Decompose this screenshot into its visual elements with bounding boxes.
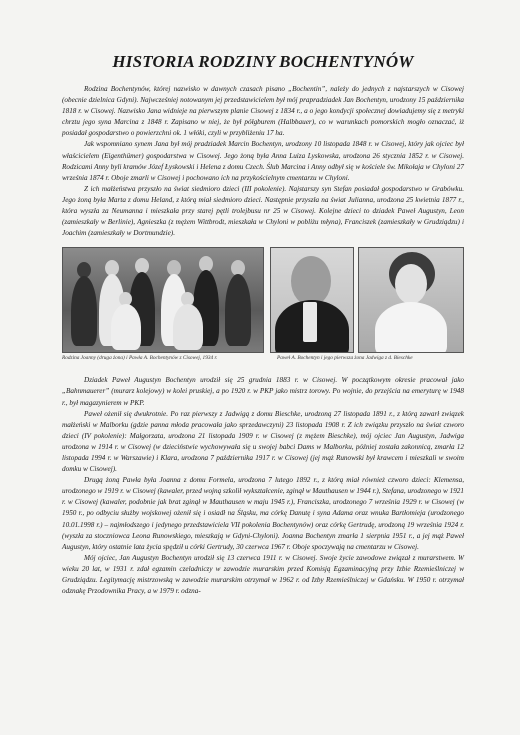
paragraph-pawel: Dziadek Paweł Augustyn Bochentyn urodził się 25 grudnia 1883 r. w Cisowej. W początkowym okresie pracował jako „Bahnmauerer” (murarz kolejowy) w kolei pruskiej, a po 1920 r. w PKP jako mistrz torowy. Po wojnie, do przejścia na emeryturę w 1948 r., był magazynierem w PKP. <box>62 376 464 407</box>
document-title: HISTORIA RODZINY BOCHENTYNÓW <box>112 52 414 71</box>
paragraph-jan: Rodzina Bochentynów, której nazwisko w dawnych czasach pisano „Bochentin”, należy do jednych z najstarszych w Cisowej (obecnie dzielnica Gdyni). Najwcześniej notowanym jej przedstawicielem był mój prapradziadek Jan Bochentyn, urodzony 15 października 1818 r. w Cisowej. Nazwisko Jana widnieje na pierwszym planie Cisowej z 1834 r., a o jego kondycji społecznej dowiadujemy się z metryki chrztu jego syna Marcina z 1848 r. Zapisano w niej, że był półgburem (Halbbauer), co w warunkach pomorskich mogło oznaczać, iż posiadał gospodarstwo o powierzchni ok. 1 włóki, czyli w przybliżeniu 17 ha. <box>62 85 464 138</box>
paragraph-first-wife: Paweł ożenił się dwukrotnie. Po raz pierwszy z Jadwigą z domu Bieschke, urodzoną 27 listopada 1891 r., z którą zawarł związek małżeński w Malborku (gdzie panna młoda pracowała jako sprzedawczyni) 23 listopada 1908 r. Z ich związku przyszło na świat czworo dzieci (IV pokolenie): Małgorzata, urodzona 21 listopada 1909 r. w Cisowej (z mężem Bieschke), mój ojciec Jan Augustyn, Jadwiga urodzona w 1914 r. w Cisowej (w dzieciństwie wychowywała się u swojej babci Dams w Malborku, później została zakonnicą, zmarła 12 listopada 1994 r. w Warszawie) i Klara, urodzona 7 października 1917 r. w Cisowej (jej mąż Runowski był krawcem i mieszkali w swoim domku w Cisowej). <box>62 409 464 474</box>
family-photo <box>62 247 264 353</box>
man-portrait <box>270 247 354 353</box>
portraits-caption: Paweł A. Bochentyn i jego pierwsza żona Jadwiga z d. Bieschke <box>277 355 413 362</box>
paragraph-second-wife: Drugą żoną Pawła była Joanna z domu Formela, urodzona 7 lutego 1892 r., z którą miał również czworo dzieci: Klemensa, urodzonego w 1919 r. w Cisowej (kawaler, przed wojną szkolił wykształcenie, zginął w Mauthausen w 1944 r.), Stefana, urodzonego w 1921 r. w Cisowej (kawaler, podobnie jak brat zginął w Mauthausen w maju 1945 r.), Franciszka, urodzonego 7 września 1929 r. w Cisowej (w 1950 r., po odbyciu służby wojskowej ożenił się i osiadł na Śląsku, ma córkę Danutę i syna Adama oraz wnuka Bartłomieja (urodzonego 10.01.1998 r.) – najmłodszego i jedynego przedstawiciela VII pokolenia Bochentynów) oraz córkę Gertrudę, urodzoną 19 września 1924 r. (wyszła za stoczniowca Leona Runowskiego, mieszkają w Gdyni-Chyloni). Joanna Bochentyn zmarła 1 sierpnia 1951 r., a jej mąż Paweł Augustyn, który ostatnie lata życia spędził u córki Gertrudy, 30 czerwca 1967 r. Oboje spoczywają na cmentarzu w Cisowej. <box>62 476 464 551</box>
family-photo-caption: Rodzina Joanny (druga żona) i Pawła A. Bochentynów z Cisowej, 1934 r. <box>62 355 218 362</box>
paragraph-father: Mój ojciec, Jan Augustyn Bochentyn urodził się 13 czerwca 1911 r. w Cisowej. Swoje życie zawodowe związał z murarstwem. W wieku 20 lat, w 1931 r. zdał egzamin czeladniczy w zawodzie murarskim przed Komisją Egzaminacyjną przy Izbie Rzemieślniczej w Grudziądzu. Legitymację mistrzowską w zawodzie murarskim otrzymał w 1962 r. od Izby Rzemieślniczej w Gdańsku. W 1950 r. otrzymał odznakę Przodownika Pracy, a w 1979 r. odzna- <box>62 553 464 596</box>
woman-portrait <box>358 247 464 353</box>
photo-row <box>62 247 464 371</box>
paragraph-children: Z ich małżeństwa przyszło na świat siedmioro dzieci (III pokolenie). Najstarszy syn Stefan posiadał gospodarstwo w Grabówku. Jego żoną była Marta z domu Heland, z którą miał siedmioro dzieci. Następnie przyszła na świat Julianna, urodzona 25 kwietnia 1877 r., która wyszła za Neumanna i mieszkała przy starej pętli trolejbusu nr 25 w Cisowej. Kolejne dzieci to dziadek Paweł Augustyn, Leon (zamieszkały w Berlinie), Agnieszka (z mężem Wittbrodt, mieszkała w Chyloni w pobliżu młyna), Franciszek (zamieszkały w Grudziądzu) i Joachim (zamieszkały w Dortmundzie). <box>62 184 464 238</box>
paragraph-marcin: Jak wspomniano synem Jana był mój pradziadek Marcin Bochentyn, urodzony 10 listopada 1848 r. w Cisowej, który jak ojciec był właścicielem (Eigenthümer) gospodarstwa w Cisowej. Jego żoną była Anna Luiza Lyskowska, urodzona 26 stycznia 1852 r. w Cisowej. Rodzicami Anny byli kramów Józef Łyskowski i Helena z domu Czech. Ślub Marcina i Anny odbył się w kościele św. Mikołaja w Chyloni 27 września 1874 r. Oboje zmarli w Cisowej i pochowano ich na przykościelnym cmentarzu w Chyloni. <box>62 140 464 182</box>
